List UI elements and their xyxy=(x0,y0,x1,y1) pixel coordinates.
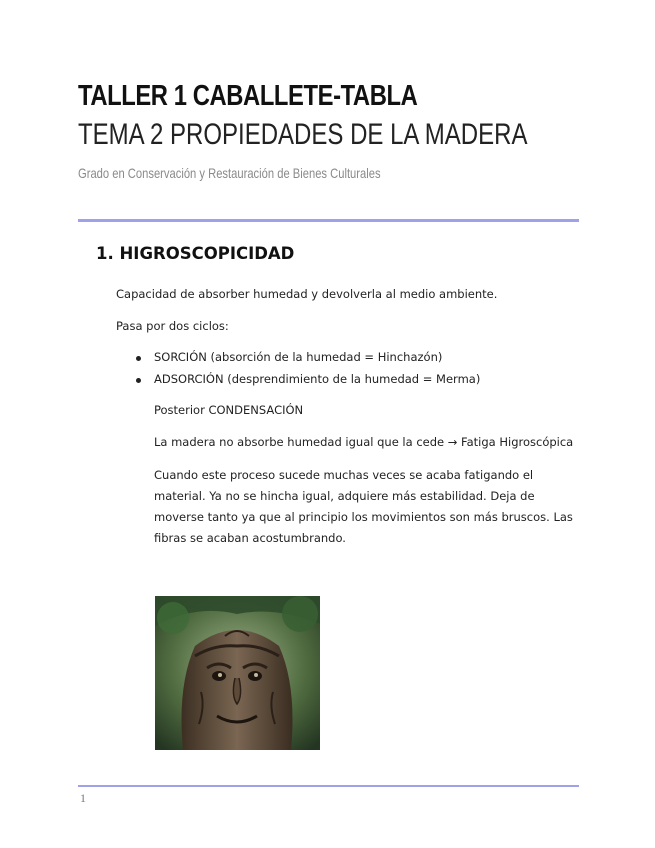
bullet-dot xyxy=(136,378,141,383)
bullet-item-adsorcion: ADSORCIÓN (desprendimiento de la humedad = Merma) xyxy=(154,372,481,386)
fatigue-text: La madera no absorbe humedad igual que la cede → Fatiga Higroscópica xyxy=(154,435,574,449)
document-topic: TEMA 2 PROPIEDADES DE LA MADERA xyxy=(78,118,528,151)
page-number: 1 xyxy=(80,791,86,805)
cycles-label: Pasa por dos ciclos: xyxy=(116,319,229,333)
document-title: TALLER 1 CABALLETE-TABLA xyxy=(78,80,418,112)
bullet-dot xyxy=(136,356,141,361)
header-divider xyxy=(78,219,579,222)
document-subtitle: Grado en Conservación y Restauración de Bienes Culturales xyxy=(78,165,381,181)
section-heading: 1. HIGROSCOPICIDAD xyxy=(96,244,295,263)
posterior-text: Posterior CONDENSACIÓN xyxy=(154,403,304,417)
tree-face-image xyxy=(155,596,320,750)
intro-text: Capacidad de absorber humedad y devolverla al medio ambiente. xyxy=(116,287,498,301)
explanation-paragraph: Cuando este proceso sucede muchas veces se acaba fatigando el material. Ya no se hincha igual, adquiere más estabilidad. Deja de moverse tanto ya que al principio los movimientos son más bruscos. Las fibras se acaban acostumbrando. xyxy=(154,468,573,545)
bullet-item-sorcion: SORCIÓN (absorción de la humedad = Hinchazón) xyxy=(154,350,443,364)
footer-divider xyxy=(78,785,579,787)
